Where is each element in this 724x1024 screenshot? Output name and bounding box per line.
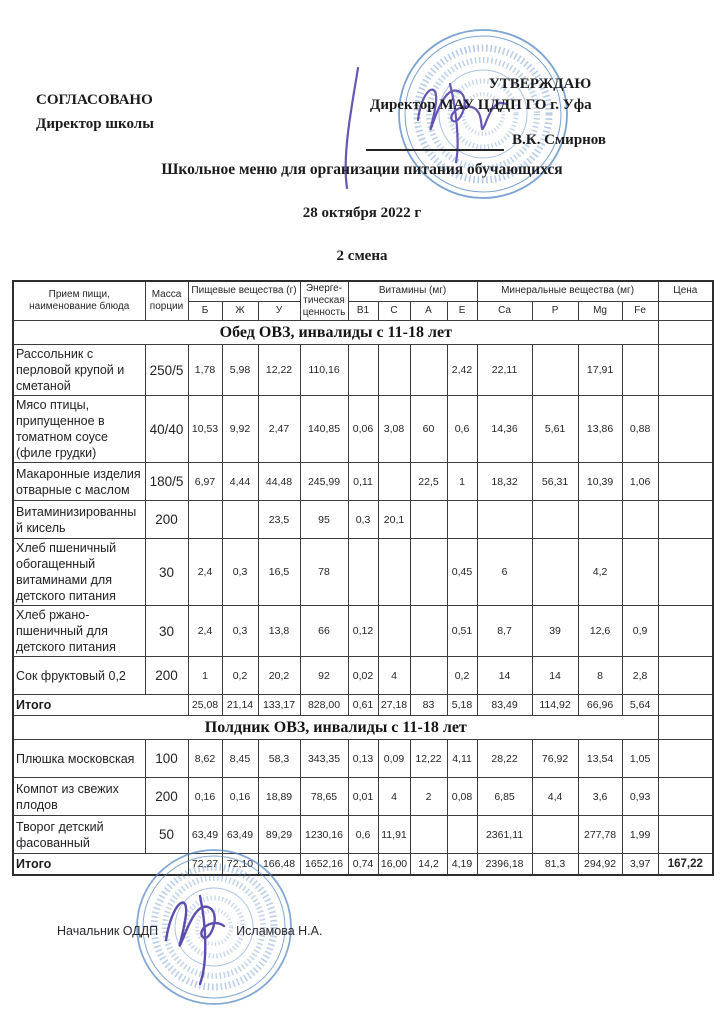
portion-cell: 200	[145, 778, 188, 816]
menu-table-row	[13, 778, 713, 816]
value-cell	[410, 657, 447, 695]
value-cell: 0,2	[447, 657, 477, 695]
value-cell: 0,3	[222, 539, 258, 606]
total-value-cell: 81,3	[532, 854, 578, 875]
value-cell: 343,35	[300, 740, 348, 778]
total-value-cell: 3,97	[622, 854, 658, 875]
price-cell	[658, 816, 713, 854]
value-cell: 1230,16	[300, 816, 348, 854]
value-cell: 22,5	[410, 463, 447, 501]
menu-table-row	[13, 501, 713, 539]
value-cell: 2,47	[258, 396, 300, 463]
header-e: E	[447, 301, 477, 320]
approval-left-block	[36, 88, 154, 136]
total-value-cell: 21,14	[222, 695, 258, 716]
value-cell: 0,01	[348, 778, 378, 816]
value-cell: 0,13	[348, 740, 378, 778]
value-cell: 9,92	[222, 396, 258, 463]
value-cell	[410, 606, 447, 657]
menu-table-row	[13, 463, 713, 501]
portion-cell: 200	[145, 657, 188, 695]
value-cell: 3,6	[578, 778, 622, 816]
total-value-cell: 72,10	[222, 854, 258, 875]
value-cell: 12,6	[578, 606, 622, 657]
dish-name-cell: Рассольник с перловой крупой и сметаной	[13, 345, 145, 396]
value-cell: 110,16	[300, 345, 348, 396]
total-value-cell: 72,27	[188, 854, 222, 875]
value-cell: 8	[578, 657, 622, 695]
total-value-cell: 294,92	[578, 854, 622, 875]
portion-cell: 40/40	[145, 396, 188, 463]
value-cell	[410, 501, 447, 539]
value-cell: 13,8	[258, 606, 300, 657]
menu-section-row	[13, 716, 713, 740]
header-carbs: У	[258, 301, 300, 320]
value-cell: 0,02	[348, 657, 378, 695]
total-value-cell: 114,92	[532, 695, 578, 716]
value-cell	[622, 501, 658, 539]
approver-name: В.К. Смирнов	[512, 132, 607, 148]
value-cell	[348, 539, 378, 606]
price-cell	[658, 657, 713, 695]
portion-cell: 100	[145, 740, 188, 778]
value-cell: 78	[300, 539, 348, 606]
value-cell: 0,93	[622, 778, 658, 816]
total-value-cell: 133,17	[258, 695, 300, 716]
value-cell: 92	[300, 657, 348, 695]
value-cell: 13,54	[578, 740, 622, 778]
value-cell	[410, 816, 447, 854]
value-cell: 4,11	[447, 740, 477, 778]
value-cell: 44,48	[258, 463, 300, 501]
shift-label: 2 смена	[336, 248, 388, 264]
dish-name-cell: Витаминизированный кисель	[13, 501, 145, 539]
footer-signature-row	[57, 924, 322, 938]
menu-section-row	[13, 321, 713, 345]
value-cell	[532, 501, 578, 539]
header-p: P	[532, 301, 578, 320]
header-fat: Ж	[222, 301, 258, 320]
header-price: Цена	[658, 281, 713, 301]
value-cell	[410, 345, 447, 396]
total-value-cell: 5,18	[447, 695, 477, 716]
page-title: Школьное меню для организации питания обучающихся	[161, 161, 563, 178]
total-value-cell: 83,49	[477, 695, 532, 716]
footer-signer-name: Исламова Н.А.	[236, 924, 323, 938]
value-cell: 14,36	[477, 396, 532, 463]
value-cell: 95	[300, 501, 348, 539]
value-cell: 6,97	[188, 463, 222, 501]
value-cell: 2,4	[188, 539, 222, 606]
price-cell	[658, 539, 713, 606]
value-cell: 12,22	[258, 345, 300, 396]
approval-left-line2: Директор школы	[36, 116, 154, 132]
value-cell: 16,5	[258, 539, 300, 606]
value-cell: 12,22	[410, 740, 447, 778]
value-cell: 18,89	[258, 778, 300, 816]
value-cell: 0,11	[348, 463, 378, 501]
total-price-cell: 167,22	[658, 854, 713, 875]
value-cell: 63,49	[188, 816, 222, 854]
footer-position-label: Начальник ОДДП	[57, 924, 159, 938]
menu-table-row	[13, 657, 713, 695]
value-cell: 10,53	[188, 396, 222, 463]
header-portion: Масса порции	[145, 281, 188, 321]
value-cell: 245,99	[300, 463, 348, 501]
value-cell: 0,6	[447, 396, 477, 463]
menu-table	[12, 280, 714, 876]
value-cell: 58,3	[258, 740, 300, 778]
value-cell: 0,08	[447, 778, 477, 816]
header-nutrients: Пищевые вещества (г)	[188, 281, 300, 301]
total-value-cell: 14,2	[410, 854, 447, 875]
value-cell	[378, 539, 410, 606]
dish-name-cell: Компот из свежих плодов	[13, 778, 145, 816]
total-value-cell: 83	[410, 695, 447, 716]
section-title: Обед ОВЗ, инвалиды с 11-18 лет	[13, 321, 658, 345]
value-cell: 0,88	[622, 396, 658, 463]
menu-table-row	[13, 606, 713, 657]
total-value-cell: 66,96	[578, 695, 622, 716]
value-cell	[378, 606, 410, 657]
value-cell	[578, 501, 622, 539]
approval-right-block	[366, 74, 654, 151]
total-row	[13, 854, 713, 875]
value-cell: 0,16	[188, 778, 222, 816]
value-cell: 2,4	[188, 606, 222, 657]
value-cell: 277,78	[578, 816, 622, 854]
value-cell: 0,06	[348, 396, 378, 463]
total-value-cell: 5,64	[622, 695, 658, 716]
total-label: Итого	[13, 695, 188, 716]
value-cell	[188, 501, 222, 539]
price-cell	[658, 740, 713, 778]
value-cell: 2,8	[622, 657, 658, 695]
value-cell: 76,92	[532, 740, 578, 778]
value-cell: 18,32	[477, 463, 532, 501]
value-cell	[622, 345, 658, 396]
value-cell: 1	[447, 463, 477, 501]
value-cell: 2	[410, 778, 447, 816]
value-cell: 14	[532, 657, 578, 695]
portion-cell: 30	[145, 606, 188, 657]
value-cell	[378, 345, 410, 396]
value-cell	[410, 539, 447, 606]
header-fe: Fe	[622, 301, 658, 320]
total-row	[13, 695, 713, 716]
value-cell: 4	[378, 657, 410, 695]
value-cell: 2361,11	[477, 816, 532, 854]
total-value-cell: 1652,16	[300, 854, 348, 875]
value-cell: 0,6	[348, 816, 378, 854]
value-cell	[447, 816, 477, 854]
value-cell: 60	[410, 396, 447, 463]
value-cell: 11,91	[378, 816, 410, 854]
approval-left-line1: СОГЛАСОВАНО	[36, 92, 153, 108]
total-value-cell: 2396,18	[477, 854, 532, 875]
value-cell	[532, 345, 578, 396]
menu-table-row	[13, 740, 713, 778]
document-date: 28 октября 2022 г	[302, 205, 422, 221]
value-cell: 13,86	[578, 396, 622, 463]
approval-right-line2: Директор МАУ ЦДДП ГО г. Уфа	[370, 97, 592, 113]
price-cell	[658, 345, 713, 396]
header-vitamins: Витамины (мг)	[348, 281, 477, 301]
value-cell: 5,61	[532, 396, 578, 463]
dish-name-cell: Сок фруктовый 0,2	[13, 657, 145, 695]
dish-name-cell: Хлеб ржано-пшеничный для детского питания	[13, 606, 145, 657]
approval-right-line1: УТВЕРЖДАЮ	[488, 76, 592, 92]
header-dish: Прием пищи, наименование блюда	[13, 281, 145, 321]
value-cell: 6,85	[477, 778, 532, 816]
portion-cell: 180/5	[145, 463, 188, 501]
portion-cell: 50	[145, 816, 188, 854]
value-cell: 0,45	[447, 539, 477, 606]
menu-table-row	[13, 539, 713, 606]
value-cell: 66	[300, 606, 348, 657]
value-cell: 14	[477, 657, 532, 695]
price-cell	[658, 396, 713, 463]
value-cell: 63,49	[222, 816, 258, 854]
value-cell: 78,65	[300, 778, 348, 816]
value-cell: 20,1	[378, 501, 410, 539]
section-title: Полдник ОВЗ, инвалиды с 11-18 лет	[13, 716, 658, 740]
value-cell: 0,51	[447, 606, 477, 657]
total-value-cell: 828,00	[300, 695, 348, 716]
header-price-sub	[658, 301, 713, 320]
price-empty-cell	[658, 716, 713, 740]
dish-name-cell: Плюшка московская	[13, 740, 145, 778]
header-c: C	[378, 301, 410, 320]
dish-name-cell: Мясо птицы, припущенное в томатном соусе (филе грудки)	[13, 396, 145, 463]
total-value-cell: 0,74	[348, 854, 378, 875]
header-a: A	[410, 301, 447, 320]
value-cell: 4,4	[532, 778, 578, 816]
total-value-cell: 25,08	[188, 695, 222, 716]
dish-name-cell: Хлеб пшеничный обогащенный витаминами для детского питания	[13, 539, 145, 606]
portion-cell: 250/5	[145, 345, 188, 396]
portion-cell: 200	[145, 501, 188, 539]
total-value-cell: 166,48	[258, 854, 300, 875]
value-cell	[532, 816, 578, 854]
value-cell: 89,29	[258, 816, 300, 854]
total-value-cell: 4,19	[447, 854, 477, 875]
value-cell: 0,16	[222, 778, 258, 816]
value-cell: 28,22	[477, 740, 532, 778]
value-cell: 22,11	[477, 345, 532, 396]
value-cell: 23,5	[258, 501, 300, 539]
value-cell: 0,3	[348, 501, 378, 539]
value-cell: 0,9	[622, 606, 658, 657]
total-label: Итого	[13, 854, 188, 875]
value-cell	[447, 501, 477, 539]
value-cell: 10,39	[578, 463, 622, 501]
menu-table-row	[13, 345, 713, 396]
value-cell: 3,08	[378, 396, 410, 463]
value-cell: 0,12	[348, 606, 378, 657]
signature-line	[366, 135, 504, 151]
total-value-cell: 0,61	[348, 695, 378, 716]
value-cell: 1,78	[188, 345, 222, 396]
price-cell	[658, 606, 713, 657]
header-ca: Ca	[477, 301, 532, 320]
header-minerals: Минеральные вещества (мг)	[477, 281, 658, 301]
total-value-cell: 16,00	[378, 854, 410, 875]
value-cell: 0,2	[222, 657, 258, 695]
value-cell: 8,62	[188, 740, 222, 778]
dish-name-cell: Макаронные изделия отварные с маслом	[13, 463, 145, 501]
portion-cell: 30	[145, 539, 188, 606]
value-cell: 8,45	[222, 740, 258, 778]
value-cell	[532, 539, 578, 606]
menu-table-body	[13, 321, 713, 875]
value-cell: 5,98	[222, 345, 258, 396]
value-cell: 17,91	[578, 345, 622, 396]
value-cell: 1	[188, 657, 222, 695]
menu-table-row	[13, 816, 713, 854]
value-cell	[348, 345, 378, 396]
total-value-cell: 27,18	[378, 695, 410, 716]
total-price-cell	[658, 695, 713, 716]
menu-table-row	[13, 396, 713, 463]
price-cell	[658, 778, 713, 816]
header-mg: Mg	[578, 301, 622, 320]
value-cell: 4,44	[222, 463, 258, 501]
price-cell	[658, 463, 713, 501]
value-cell: 6	[477, 539, 532, 606]
value-cell: 140,85	[300, 396, 348, 463]
value-cell	[222, 501, 258, 539]
value-cell: 1,99	[622, 816, 658, 854]
header-energy: Энерге- тическая ценность	[300, 281, 348, 321]
value-cell: 1,06	[622, 463, 658, 501]
value-cell	[477, 501, 532, 539]
value-cell	[378, 463, 410, 501]
value-cell: 4	[378, 778, 410, 816]
value-cell: 4,2	[578, 539, 622, 606]
value-cell: 20,2	[258, 657, 300, 695]
value-cell: 2,42	[447, 345, 477, 396]
header-protein: Б	[188, 301, 222, 320]
value-cell: 0,3	[222, 606, 258, 657]
menu-table-header	[13, 281, 713, 321]
value-cell: 39	[532, 606, 578, 657]
price-cell	[658, 501, 713, 539]
value-cell: 56,31	[532, 463, 578, 501]
header-b1: B1	[348, 301, 378, 320]
price-empty-cell	[658, 321, 713, 345]
value-cell: 1,05	[622, 740, 658, 778]
signature-row	[366, 130, 654, 151]
value-cell: 0,09	[378, 740, 410, 778]
dish-name-cell: Творог детский фасованный	[13, 816, 145, 854]
value-cell: 8,7	[477, 606, 532, 657]
value-cell	[622, 539, 658, 606]
